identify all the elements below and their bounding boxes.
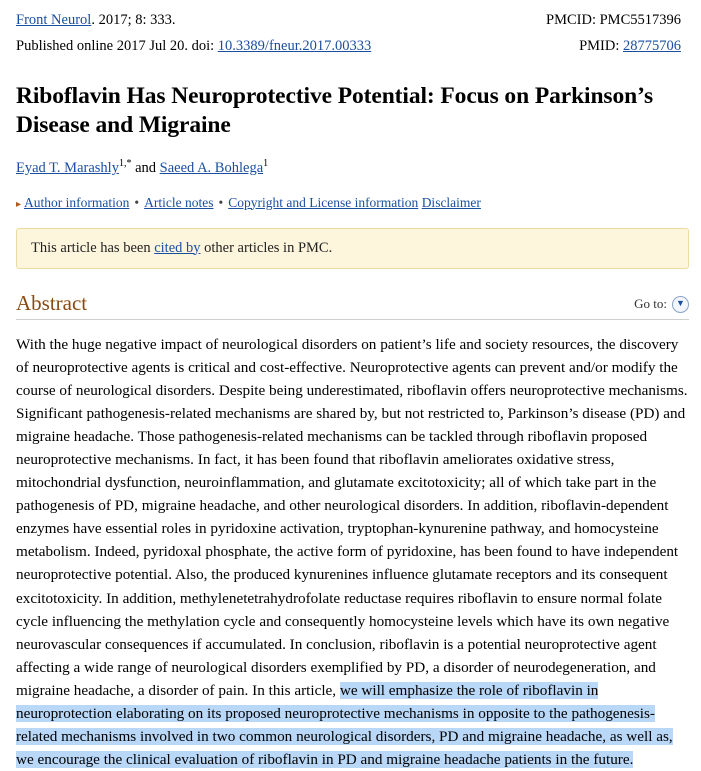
publication-line xyxy=(16,36,689,58)
cited-by-link[interactable]: cited by xyxy=(154,239,201,256)
author-information-link[interactable]: Author information xyxy=(24,194,130,210)
journal-link[interactable]: Front Neurol xyxy=(16,12,92,28)
chevron-down-icon[interactable]: ▼ xyxy=(672,296,689,313)
doi-link[interactable]: 10.3389/fneur.2017.00333 xyxy=(217,37,372,54)
page-title: Riboflavin Has Neuroprotective Potential: Focus on Parkinson’s Disease and Migraine xyxy=(16,82,653,139)
author-affiliation-1: 1,* xyxy=(118,157,132,169)
article-meta-links xyxy=(16,195,689,211)
citation-rest: . 2017; 8: 333. xyxy=(91,12,176,28)
copyright-license-link[interactable]: Copyright and License information xyxy=(228,194,419,210)
goto-label: Go to: xyxy=(634,296,667,312)
abstract-text-highlighted: we will emphasize the role of riboflavin in neuroprotection elaborating on its proposed neuroprotective mechanisms in opposite to the pathogenesis-related mechanisms involved in two common neurological disorders, PD and migraine headache, as well as, we encourage the clinical evaluation of riboflavin in PD and migraine headache patients in the future. xyxy=(16,681,673,769)
meta-separator-2: • xyxy=(218,194,224,210)
abstract-heading: Abstract xyxy=(16,290,88,315)
abstract-text-plain: With the huge negative impact of neurological disorders on patient’s life and society resources, the discovery of neuroprotective agents is critical and cost-effective. Neuroprotective agents can prevent and/or modify the course of neurological disorders. Despite being underestimated, riboflavin offers neuroprotective mechanisms. Significant pathogenesis-related mechanisms are shared by, but not restricted to, Parkinson’s disease (PD) and migraine headache. Those pathogenesis-related mechanisms can be tackled through riboflavin proposed neuroprotective mechanisms. In fact, it has been found that riboflavin ameliorates oxidative stress, mitochondrial dysfunction, neuroinflammation, and glutamate excitotoxicity; all of which take part in the pathogenesis of PD, migraine headache, and other neurological disorders. In addition, riboflavin-dependent enzymes have essential roles in pyridoxine activation, tryptophan-kynurenine pathway, and homocysteine metabolism. Indeed, pyridoxal phosphate, the active form of pyridoxine, has been found to have independent neuroprotective potential. Also, the produced kynurenines influence glutamate receptors and its consequent excitotoxicity. In addition, methylenetetrahydrofolate reductase requires riboflavin to ensure normal folate cycle influencing the methylation cycle and consequently homocysteine levels which have its own negative neurovascular consequences if accumulated. In conclusion, riboflavin is a potential neuroprotective agent affecting a wide range of neurological disorders exemplified by PD, a disorder of neurodegeneration, and migraine headache, a disorder of pain. In this article, xyxy=(16,335,688,699)
cited-by-notice xyxy=(16,228,689,269)
goto-control[interactable] xyxy=(634,296,689,316)
published-info xyxy=(16,36,579,58)
abstract-header xyxy=(16,291,689,320)
author-name-1[interactable]: Eyad T. Marashly xyxy=(16,159,119,176)
citation-left xyxy=(16,10,546,32)
meta-separator-1: • xyxy=(134,194,140,210)
notice-before: This article has been xyxy=(31,239,155,256)
published-text: Published online 2017 Jul 20. doi: xyxy=(16,37,218,54)
pmid-block xyxy=(579,36,689,58)
triangle-right-icon: ▸ xyxy=(16,198,22,210)
author-affiliation-2: 1 xyxy=(263,157,269,169)
disclaimer-link[interactable]: Disclaimer xyxy=(421,194,481,210)
article-notes-link[interactable]: Article notes xyxy=(144,194,214,210)
notice-after: other articles in PMC. xyxy=(200,239,333,256)
pmcid-label: PMCID: PMC5517396 xyxy=(546,12,681,28)
pmid-link[interactable]: 28775706 xyxy=(623,37,681,54)
author-list xyxy=(16,158,689,177)
author-name-2[interactable]: Saeed A. Bohlega xyxy=(159,159,264,176)
pmid-label: PMID: xyxy=(579,37,623,54)
author-conjunction: and xyxy=(131,159,160,176)
abstract-text xyxy=(16,333,689,771)
citation-header xyxy=(16,10,689,32)
